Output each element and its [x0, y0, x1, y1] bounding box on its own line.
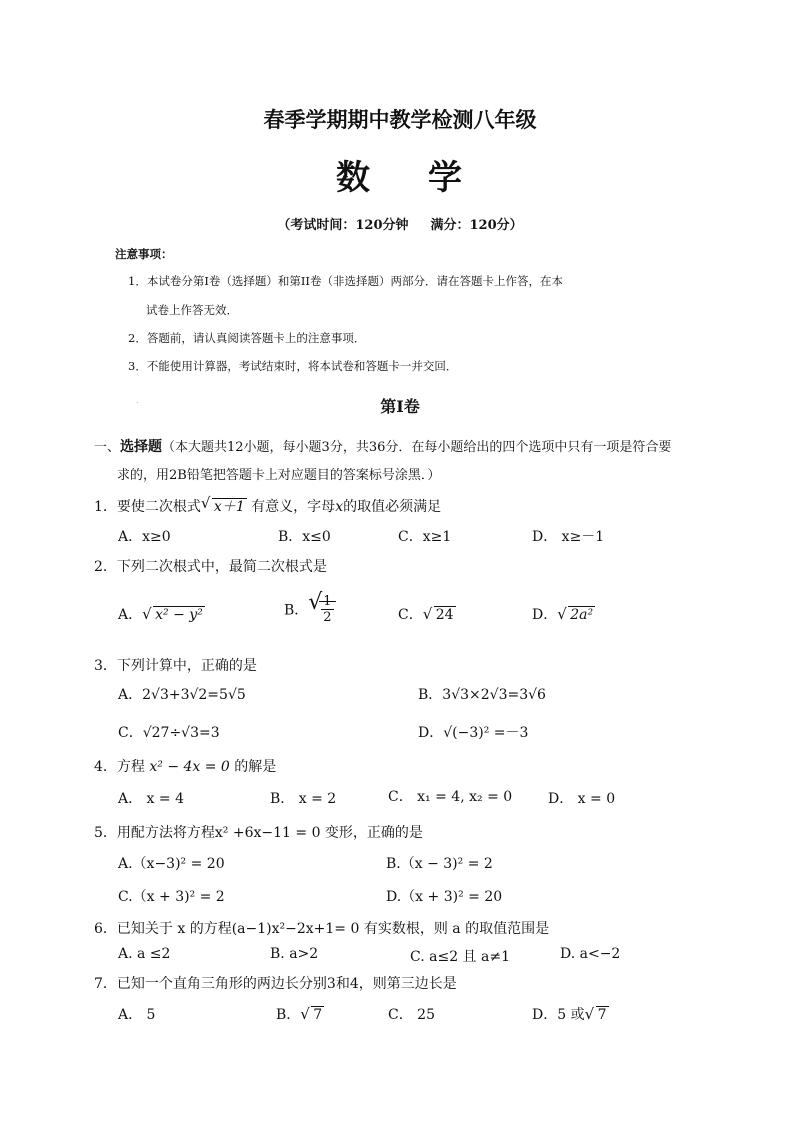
section-header: [94, 436, 671, 456]
section-desc-1: （本大题共12小题，每小题3分，共36分．在每小题给出的四个选项中只有一项是符合要: [162, 440, 672, 455]
q7-b-label: B．: [276, 1007, 301, 1023]
q2-a-radical: √ x² − y²: [142, 605, 203, 623]
q4-stem-a: 4．方程: [94, 759, 150, 775]
q7-b-radical: √ 7: [300, 1005, 323, 1023]
q3-option-d: D．√(−3)² =－3: [418, 725, 529, 741]
section-desc-2: 求的，用2B铅笔把答题卡上对应题目的答案标号涂黑．）: [117, 468, 441, 483]
q4-option-c: C． x₁ = 4, x₂ = 0: [388, 789, 513, 805]
q7-d-radical: √ 7: [584, 1005, 607, 1023]
exam-info: [0, 214, 800, 233]
q2-c-radical: √ 24: [422, 605, 454, 623]
q2-c-label: C．: [398, 607, 423, 623]
q7-option-c: C． 25: [388, 1007, 435, 1023]
q6-option-b: B. a>2: [270, 946, 319, 962]
notice-item-2: 2．答题前，请认真阅读答题卡上的注意事项．: [128, 331, 366, 345]
question-7-stem: 7．已知一个直角三角形的两边长分别3和4，则第三边长是: [94, 976, 457, 992]
q2-option-d: [532, 604, 595, 624]
q2-a-radicand: x² − y²: [155, 607, 203, 623]
question-4-stem: [94, 756, 276, 776]
subject-title: [0, 150, 800, 199]
q1-stem-b: 有意义，字母: [246, 499, 336, 515]
q2-a-label: A．: [118, 607, 143, 623]
stray-mark: .: [136, 396, 139, 405]
question-1-stem: [94, 496, 441, 516]
q2-b-radical: √ $\frac{1}{2}$: [308, 594, 335, 625]
q6-option-c: C. a≤2 且 a≠1: [410, 949, 510, 965]
q4-option-d: D． x = 0: [548, 791, 616, 807]
question-3-stem: 3．下列计算中，正确的是: [94, 658, 257, 674]
q3-option-c: C．√27÷√3=3: [118, 725, 220, 741]
q1-option-a: A．x≥0: [118, 529, 171, 545]
q2-option-c: [398, 604, 456, 624]
q1-option-b: B．x≤0: [278, 529, 331, 545]
q2-d-label: D．: [532, 607, 558, 623]
notice-item-1-cont: 试卷上作答无效．: [146, 303, 238, 317]
q4-stem-b: 的解是: [229, 759, 277, 775]
q3-option-b: B．3√3×2√3=3√6: [418, 687, 546, 703]
q2-b-denominator: 2: [323, 610, 332, 625]
q7-option-a: A． 5: [118, 1007, 156, 1023]
part-title: 第Ⅰ卷: [380, 397, 420, 416]
q1-option-c: C．x≥1: [398, 529, 452, 545]
q1-radical: √ x＋1: [200, 494, 245, 515]
q7-option-d: [532, 1004, 609, 1024]
q2-b-label: B．: [284, 602, 309, 619]
question-2-stem: 2．下列二次根式中，最简二次根式是: [94, 559, 327, 575]
exam-title: 春季学期期中教学检测八年级: [263, 107, 537, 132]
q4-equation: x² − 4x = 0: [149, 759, 230, 775]
section-prefix: 一、: [94, 440, 121, 455]
full-score: 满分：120分）: [430, 218, 523, 233]
q2-d-radicand: 2a²: [570, 607, 594, 623]
notice-heading: 注意事项：: [115, 247, 173, 261]
subject-char-1: 数: [336, 158, 372, 198]
q5-option-c: C.（x + 3)² = 2: [118, 889, 225, 905]
subject-char-2: 学: [428, 158, 464, 198]
q1-stem-c: 的取值必须满足: [343, 499, 442, 515]
section-name: 选择题: [120, 439, 163, 455]
q5-option-d: D.（x + 3)² = 20: [386, 889, 503, 905]
notice-item-1: 1．本试卷分第Ⅰ卷（选择题）和第II卷（非选择题）两部分．请在答题卡上作答，在本: [128, 274, 563, 288]
q1-option-d: D． x≥－1: [532, 529, 605, 545]
q2-option-b: [284, 590, 336, 625]
q4-option-a: A． x = 4: [118, 791, 184, 807]
q2-d-radical: √ 2a²: [557, 605, 594, 623]
q2-option-a: [118, 604, 205, 624]
q1-var: x: [335, 499, 344, 515]
q6-option-a: A. a ≤2: [118, 946, 171, 962]
question-5-stem: 5．用配方法将方程x² +6x−11 = 0 变形，正确的是: [94, 825, 423, 841]
q3-option-a: A．2√3+3√2=5√5: [118, 687, 246, 703]
q7-b-radicand: 7: [313, 1007, 323, 1023]
q6-option-d: D. a<−2: [560, 946, 621, 962]
q5-option-a: A.（x−3)² = 20: [118, 856, 225, 872]
q4-option-b: B． x = 2: [270, 791, 337, 807]
q2-b-numerator: 1: [323, 594, 332, 609]
question-6-stem: 6．已知关于 x 的方程(a−1)x²−2x+1= 0 有实数根，则 a 的取值范围是: [94, 921, 550, 937]
q5-option-b: B.（x − 3)² = 2: [386, 856, 493, 872]
exam-time: （考试时间：120分钟: [277, 218, 409, 233]
q2-c-radicand: 24: [435, 607, 454, 623]
q1-stem-a: 1．要使二次根式: [94, 499, 201, 515]
q1-radicand: x＋1: [213, 499, 245, 515]
q7-option-b: [276, 1004, 324, 1024]
notice-item-3: 3．不能使用计算器，考试结束时，将本试卷和答题卡一并交回．: [128, 359, 458, 373]
q7-d-radicand: 7: [597, 1007, 607, 1023]
q7-d-label: D．5 或: [532, 1007, 585, 1023]
